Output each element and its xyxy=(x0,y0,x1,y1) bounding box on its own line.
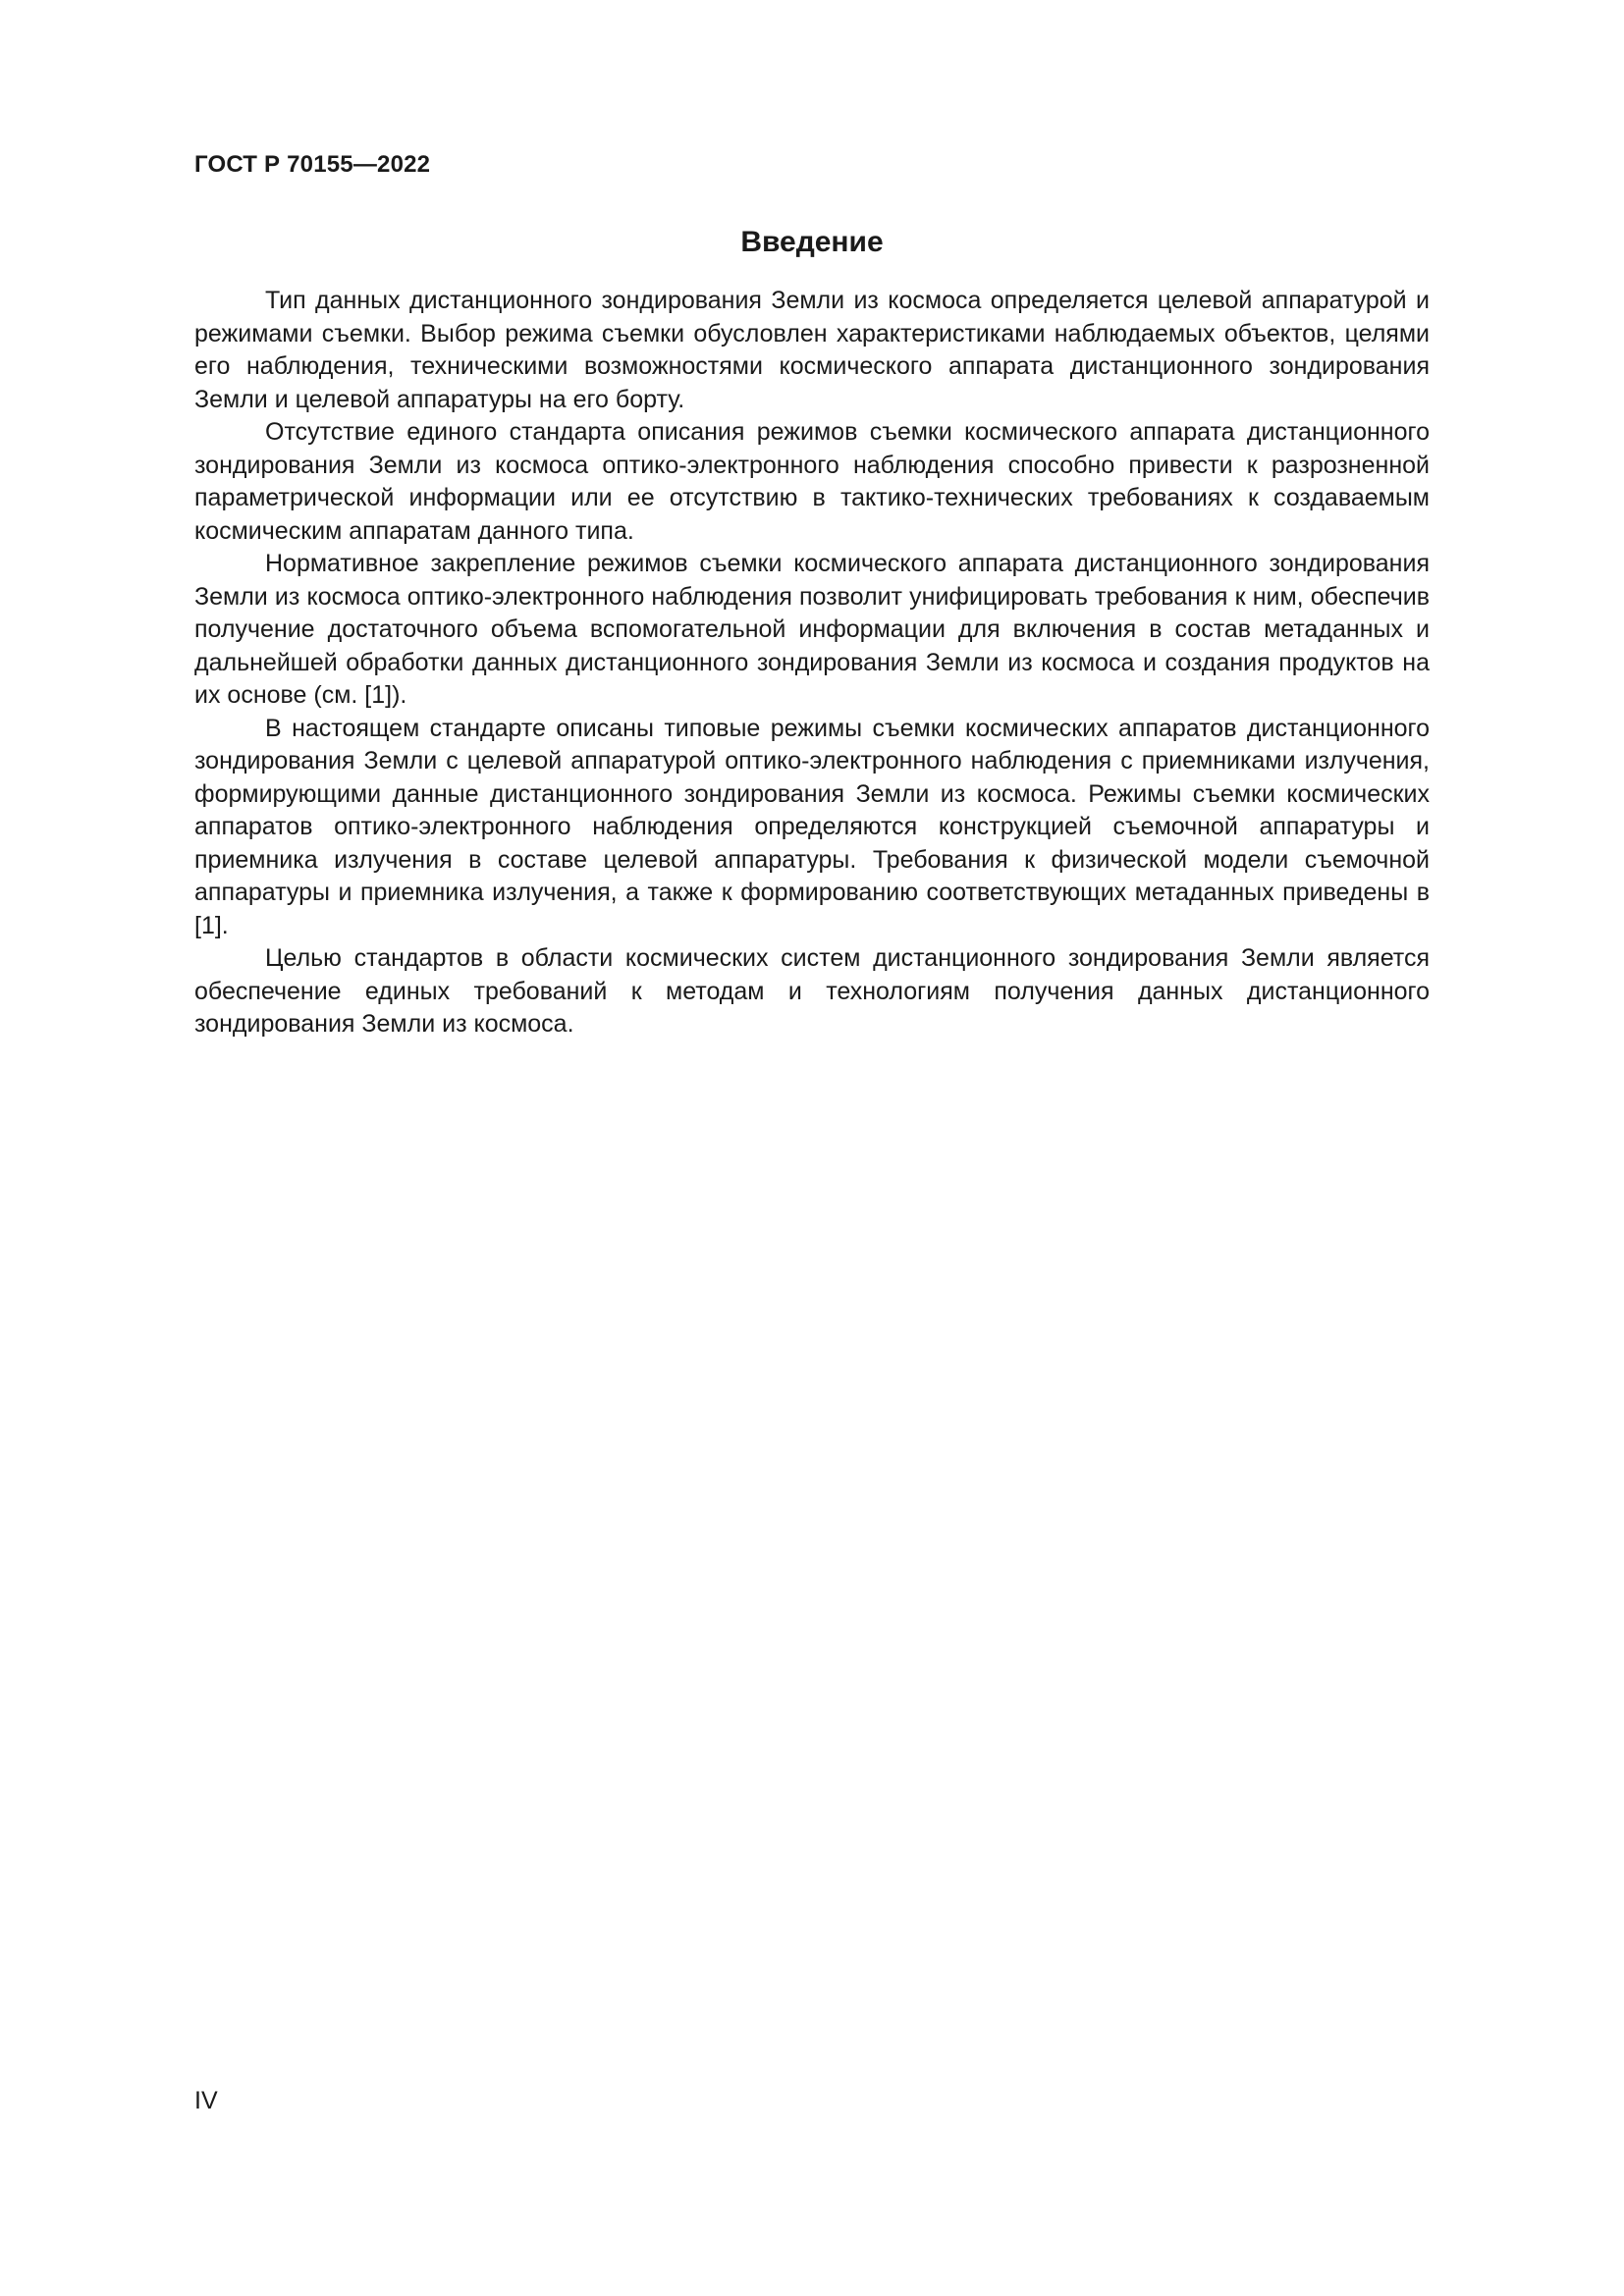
paragraph-1: Тип данных дистанционного зондирования Земли из космоса определяется целевой аппаратурой и режимами съемки. Выбор режима съемки обусловлен характеристиками наблюдаемых объектов, целями его наблюдения, техническими возможностями космического аппарата дистанционного зондирования Земли и целевой аппаратуры на его борту. xyxy=(194,287,1430,413)
paragraph-4: В настоящем стандарте описаны типовые режимы съемки космических аппаратов дистанционного зондирования Земли с целевой аппаратурой оптико-электронного наблюдения с приемниками излучения, формирующими данные дистанционного зондирования Земли из космоса. Режимы съемки космических аппаратов оптико-электронного наблюдения определяются конструкцией съемочной аппаратуры и приемника излучения в составе целевой аппаратуры. Требования к физической модели съемочной аппаратуры и приемника излучения, а также к формированию соответствующих метаданных приведены в [1]. xyxy=(194,714,1430,939)
document-header: ГОСТ Р 70155—2022 xyxy=(194,151,431,178)
paragraph-2: Отсутствие единого стандарта описания режимов съемки космического аппарата дистанционного зондирования Земли из космоса оптико-электронного наблюдения способно привести к разрозненной параметрической информации или ее отсутствию в тактико-технических требованиях к создаваемым космическим аппаратам данного типа. xyxy=(194,418,1430,545)
page-number: IV xyxy=(194,2087,218,2114)
introduction-body xyxy=(194,285,1430,1041)
paragraph-3: Нормативное закрепление режимов съемки космического аппарата дистанционного зондирования Земли из космоса оптико-электронного наблюдения позволит унифицировать требования к ним, обеспечив получение достаточного объема вспомогательной информации для включения в состав метаданных и дальнейшей обработки данных дистанционного зондирования Земли из космоса и создания продуктов на их основе (см. [1]). xyxy=(194,550,1430,709)
paragraph-5: Целью стандартов в области космических систем дистанционного зондирования Земли является обеспечение единых требований к методам и технологиям получения данных дистанционного зондирования Земли из космоса. xyxy=(194,944,1430,1038)
section-title: Введение xyxy=(740,226,884,258)
